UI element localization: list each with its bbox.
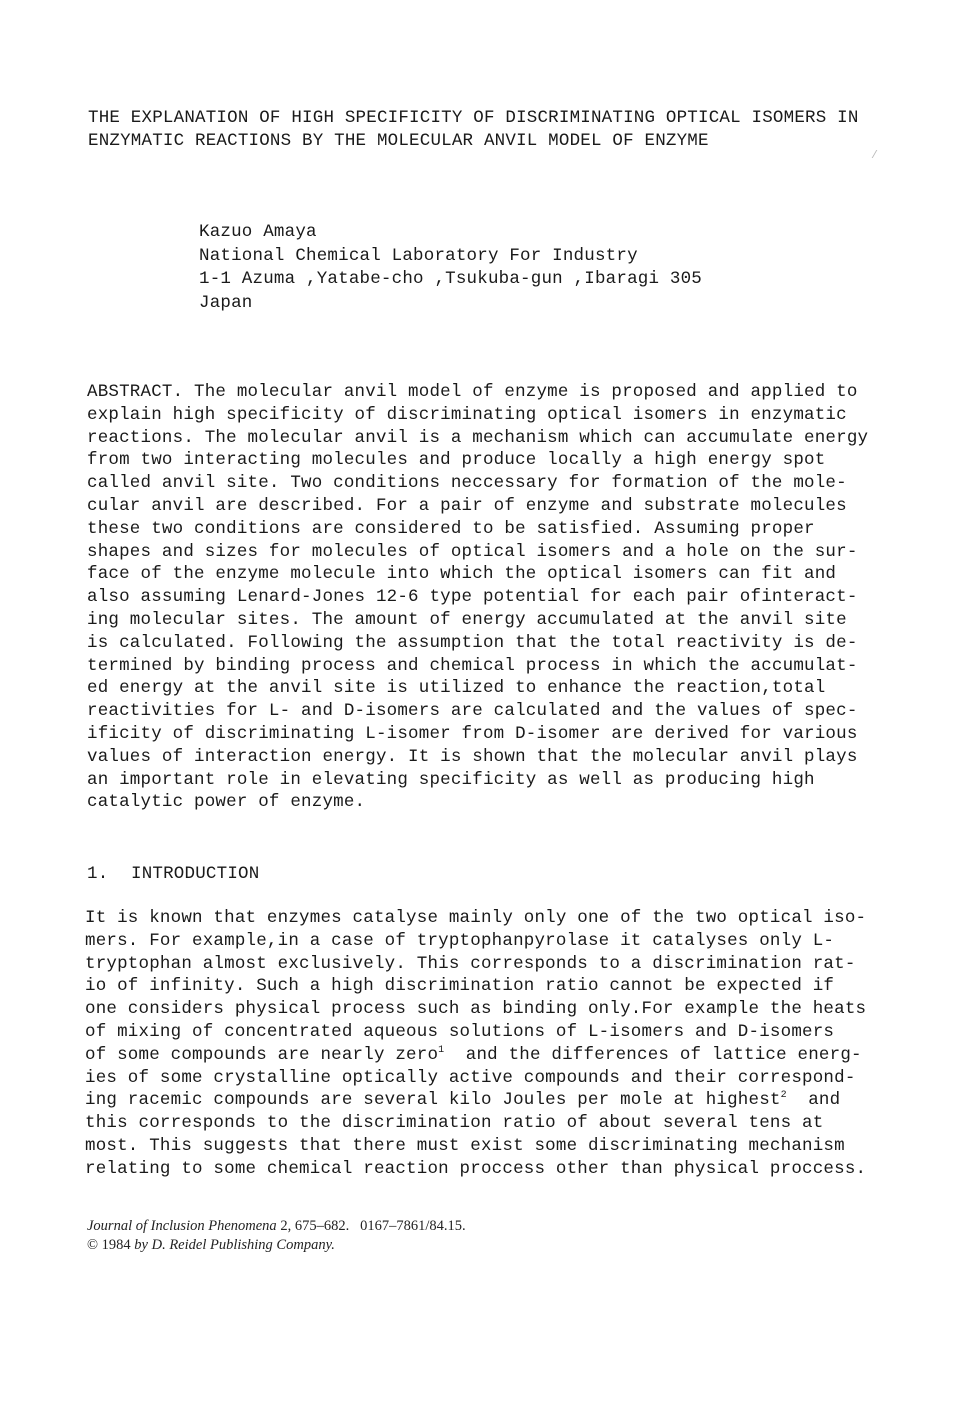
author-country: Japan (199, 292, 253, 313)
intro-line: tryptophan almost exclusively. This corresponds to a discrimination rat- (85, 953, 856, 974)
section-heading (87, 863, 259, 886)
copyright-year: © 1984 (87, 1237, 135, 1253)
abstract-line: explain high specificity of discriminating optical isomers in enzymatic (87, 404, 847, 425)
intro-text: and the differences of lattice energ- (444, 1044, 862, 1065)
intro-line: most. This suggests that there must exist some discriminating mechanism (85, 1135, 845, 1156)
intro-line: io of infinity. Such a high discrimination ratio cannot be expected if (85, 976, 835, 997)
intro-line: It is known that enzymes catalyse mainly only one of the two optical iso- (85, 908, 867, 928)
abstract-line: from two interacting molecules and produce locally a high energy spot (87, 450, 826, 471)
citation-superscript: 2 (780, 1090, 787, 1102)
author-block (199, 221, 899, 315)
abstract-line: these two conditions are considered to be satisfied. Assuming proper (87, 518, 815, 539)
abstract-line: an important role in elevating specificity as well as producing high (87, 769, 815, 790)
intro-line: ies of some crystalline optically active compounds and their correspond- (85, 1067, 856, 1088)
publisher: by D. Reidel Publishing Company. (134, 1237, 335, 1253)
citation-superscript: 1 (438, 1044, 445, 1056)
intro-line (85, 1044, 925, 1067)
abstract-line: values of interaction energy. It is shown that the molecular anvil plays (87, 746, 858, 767)
abstract-line: face of the enzyme molecule into which the optical isomers can fit and (87, 564, 837, 585)
abstract (87, 381, 917, 814)
journal-footer (87, 1217, 466, 1255)
section-title: INTRODUCTION (131, 864, 260, 884)
intro-line: mers. For example,in a case of tryptophanpyrolase it catalyses only L- (85, 930, 835, 951)
intro-text: ing racemic compounds are several kilo Joules per mole at highest (85, 1090, 781, 1111)
abstract-line: ABSTRACT. The molecular anvil model of enzyme is proposed and applied to (87, 382, 858, 402)
author-name: Kazuo Amaya (199, 222, 317, 242)
abstract-line: ificity of discriminating L-isomer from D-isomer are derived for various (87, 723, 858, 744)
abstract-line: called anvil site. Two conditions neccessary for formation of the mole- (87, 473, 847, 494)
author-affiliation: National Chemical Laboratory For Industry (199, 245, 638, 266)
abstract-line: also assuming Lenard-Jones 12-6 type potential for each pair ofinteract- (87, 587, 858, 608)
citation-line (87, 1217, 466, 1236)
intro-line: relating to some chemical reaction proccess other than physical proccess. (85, 1158, 867, 1179)
intro-line: one considers physical process such as binding only.For example the heats (85, 999, 867, 1020)
abstract-line: termined by binding process and chemical process in which the accumulat- (87, 655, 858, 676)
abstract-line: reactivities for L- and D-isomers are calculated and the values of spec- (87, 701, 858, 722)
author-address: 1-1 Azuma ,Yatabe-cho ,Tsukuba-gun ,Ibaragi 305 (199, 269, 702, 289)
abstract-line: shapes and sizes for molecules of optical isomers and a hole on the sur- (87, 541, 858, 562)
intro-text: and (786, 1090, 841, 1111)
title-line: ENZYMATIC REACTIONS BY THE MOLECULAR ANVIL MODEL OF ENZYME (88, 131, 709, 151)
abstract-line: cular anvil are described. For a pair of enzyme and substrate molecules (87, 495, 847, 516)
intro-line: of mixing of concentrated aqueous solutions of L-isomers and D-isomers (85, 1021, 835, 1042)
abstract-line: is calculated. Following the assumption that the total reactivity is de- (87, 632, 858, 653)
intro-text: of some compounds are nearly zero (85, 1044, 439, 1065)
intro-line (85, 1089, 925, 1112)
intro-line: this corresponds to the discrimination ratio of about several tens at (85, 1113, 824, 1134)
citation-details: 2, 675–682. 0167–7861/84.15. (276, 1218, 466, 1234)
abstract-line: catalytic power of enzyme. (87, 792, 366, 813)
abstract-line: ed energy at the anvil site is utilized to enhance the reaction,total (87, 678, 826, 699)
introduction-body (85, 907, 925, 1181)
paper-title (88, 107, 928, 153)
abstract-line: reactions. The molecular anvil is a mechanism which can accumulate energy (87, 427, 869, 448)
section-number: 1. (87, 864, 109, 884)
copyright-line (87, 1236, 466, 1255)
abstract-line: ing molecular sites. The amount of energy accumulated at the anvil site (87, 609, 847, 630)
journal-name: Journal of Inclusion Phenomena (87, 1218, 277, 1234)
title-line: THE EXPLANATION OF HIGH SPECIFICITY OF DISCRIMINATING OPTICAL ISOMERS IN (88, 108, 859, 128)
